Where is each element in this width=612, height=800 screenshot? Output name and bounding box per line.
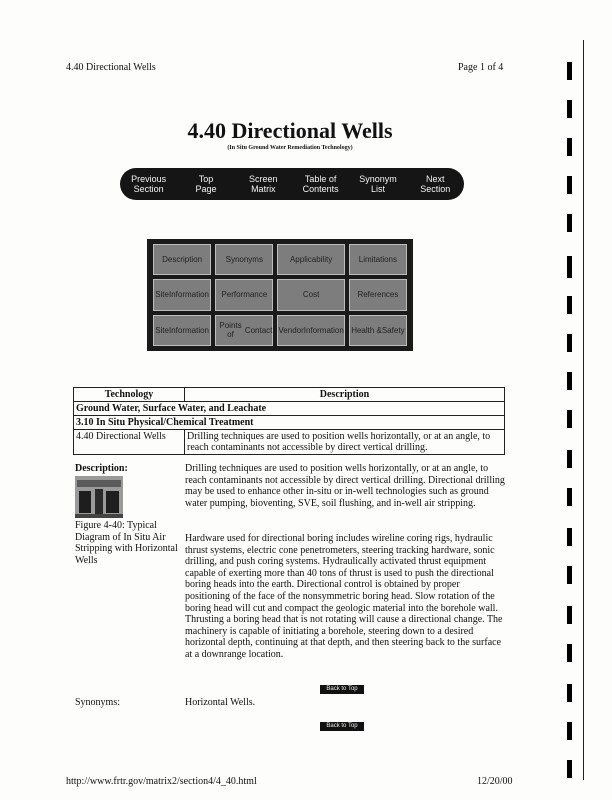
matrix-description-button[interactable]: Description [153, 244, 211, 275]
synonyms-value: Horizontal Wells. [185, 697, 256, 708]
scan-mark [567, 684, 572, 702]
matrix-vendor-information-button[interactable]: Vendor Information [277, 315, 344, 346]
back-to-top-button[interactable]: Back to Top [320, 685, 364, 694]
matrix-site-information-button[interactable]: Site Information [153, 279, 211, 310]
top-page-button[interactable]: Top Page [195, 174, 217, 194]
scan-mark [567, 138, 572, 156]
scan-edge-line [583, 40, 584, 780]
synonym-list-button[interactable]: Synonym List [359, 174, 397, 194]
scan-mark [567, 100, 572, 118]
table-row [74, 402, 505, 416]
matrix-site-information-button-2[interactable]: Site Information [153, 315, 211, 346]
matrix-performance-button[interactable]: Performance [215, 279, 273, 310]
scan-mark [567, 410, 572, 428]
next-section-button[interactable]: Next Section [420, 174, 451, 194]
matrix-synonyms-button[interactable]: Synonyms [215, 244, 273, 275]
matrix-cost-button[interactable]: Cost [277, 279, 344, 310]
figure-thumbnail[interactable] [75, 476, 123, 518]
column-header-description: Description [185, 388, 505, 402]
scan-mark [567, 214, 572, 232]
scan-mark [567, 760, 572, 778]
scan-mark [567, 450, 572, 468]
column-header-technology: Technology [74, 388, 185, 402]
page-header-title: 4.40 Directional Wells [66, 62, 156, 73]
scan-mark [567, 256, 572, 278]
figure-thumbnail-image [75, 476, 123, 518]
page-number: Page 1 of 4 [458, 62, 504, 73]
scan-mark [567, 722, 572, 740]
page-subtitle: (In Situ Ground Water Remediation Technology) [227, 145, 353, 151]
category-cell: Ground Water, Surface Water, and Leachate [74, 402, 505, 416]
matrix-limitations-button[interactable]: Limitations [349, 244, 407, 275]
table-row [74, 416, 505, 430]
scan-mark [567, 644, 572, 662]
footer-date: 12/20/00 [477, 776, 513, 787]
matrix-references-button[interactable]: References [349, 279, 407, 310]
footer-url: http://www.frtr.gov/matrix2/section4/4_40.html [66, 776, 257, 787]
description-paragraph-2: Hardware used for directional boring includes wireline coring rigs, hydraulic thrust systems, electric cone penetrometers, steering tracking hardware, sonic drilling, and push coring systems. Hydraulically activated thrust equipment capable of exerting more than 40 tons of thrust is used to push the directional boring heads into the earth. Directional control is obtained by proper positioning of the face of the nonsymmetric boring head. Slow rotation of the boring head will cut and compact the geologic material into the borehole wall. Thrusting a boring head that is not rotating will cause a directional change. The machinery is capable of initiating a borehole, steering down to a desired horizontal depth, continuing at that depth, and then steering back to the surface at a downrange location. [185, 533, 503, 660]
scan-mark [567, 528, 572, 546]
synonyms-label: Synonyms: [75, 697, 121, 708]
scan-mark [567, 62, 572, 80]
scan-mark [567, 176, 572, 194]
table-header-row [74, 388, 505, 402]
scan-mark [567, 296, 572, 314]
technology-name-cell: 4.40 Directional Wells [74, 430, 185, 455]
navigation-bar [120, 168, 464, 200]
technology-description-cell: Drilling techniques are used to position wells horizontally, or at an angle, to reach contaminants not accessible by direct vertical drilling. [185, 430, 505, 455]
table-of-contents-button[interactable]: Table of Contents [302, 174, 339, 194]
subcategory-cell: 3.10 In Situ Physical/Chemical Treatment [74, 416, 505, 430]
section-matrix [147, 239, 413, 351]
scan-mark [567, 372, 572, 390]
figure-caption: Figure 4-40: Typical Diagram of In Situ Air Stripping with Horizontal Wells [75, 520, 178, 566]
description-label: Description: [75, 463, 128, 474]
table-row [74, 430, 505, 455]
scan-mark [567, 488, 572, 506]
technology-table [73, 387, 505, 455]
matrix-health-safety-button[interactable]: Health & Safety [349, 315, 407, 346]
matrix-applicability-button[interactable]: Applicability [277, 244, 344, 275]
description-paragraph-1: Drilling techniques are used to position wells horizontally, or at an angle, to reach contaminants not accessible by direct vertical drilling. Directional drilling may be used to enhance other in-situ or in-well technologies such as ground water pumping, bioventing, SVE, soil flushing, and in-well air stripping. [185, 463, 505, 509]
screen-matrix-button[interactable]: Screen Matrix [249, 174, 278, 194]
previous-section-button[interactable]: Previous Section [131, 174, 167, 194]
scan-mark [567, 606, 572, 624]
scan-mark [567, 566, 572, 584]
page-title: 4.40 Directional Wells [187, 118, 393, 143]
matrix-points-of-contact-button[interactable]: Points of Contact [215, 315, 273, 346]
back-to-top-button-2[interactable]: Back to Top [320, 722, 364, 731]
scan-mark [567, 334, 572, 352]
